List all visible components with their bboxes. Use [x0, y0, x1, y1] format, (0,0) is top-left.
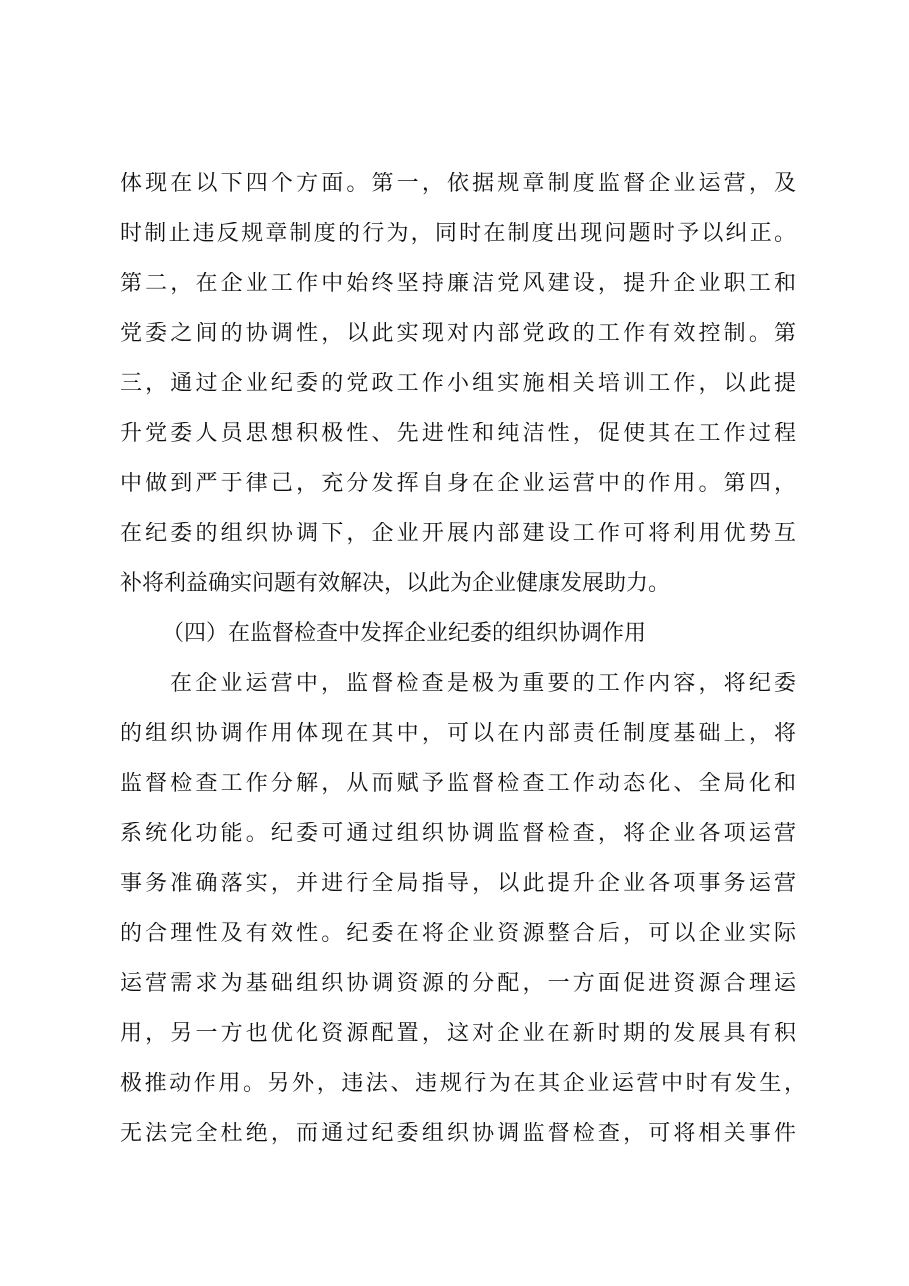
paragraph-line-4: 党委之间的协调性，以此实现对内部党政的工作有效控制。第: [120, 322, 796, 346]
paragraph-line-5: 三，通过企业纪委的党政工作小组实施相关培训工作，以此提: [120, 372, 796, 396]
paragraph-line-1: 体现在以下四个方面。第一，依据规章制度监督企业运营，及: [120, 172, 796, 196]
paragraph-line-8: 在纪委的组织协调下，企业开展内部建设工作可将利用优势互: [120, 522, 796, 546]
paragraph-line-18: 用，另一方也优化资源配置，这对企业在新时期的发展具有积: [120, 1022, 796, 1046]
paragraph-line-11: 在企业运营中，监督检查是极为重要的工作内容，将纪委: [170, 672, 796, 696]
paragraph-line-15: 事务准确落实，并进行全局指导，以此提升企业各项事务运营: [120, 872, 796, 896]
paragraph-line-9: 补将利益确实问题有效解决，以此为企业健康发展助力。: [120, 571, 671, 596]
paragraph-line-7: 中做到严于律己，充分发挥自身在企业运营中的作用。第四，: [120, 472, 796, 496]
paragraph-line-3: 第二，在企业工作中始终坚持廉洁党风建设，提升企业职工和: [120, 272, 796, 296]
paragraph-line-19: 极推动作用。另外，违法、违规行为在其企业运营中时有发生，: [120, 1072, 806, 1096]
paragraph-line-2: 时制止违反规章制度的行为，同时在制度出现问题时予以纠正。: [120, 222, 796, 246]
paragraph-line-12: 的组织协调作用体现在其中，可以在内部责任制度基础上，将: [120, 722, 796, 746]
paragraph-line-17: 运营需求为基础组织协调资源的分配，一方面促进资源合理运: [120, 972, 796, 996]
paragraph-line-6: 升党委人员思想积极性、先进性和纯洁性，促使其在工作过程: [120, 422, 796, 446]
section-heading: （四）在监督检查中发挥企业纪委的组织协调作用: [162, 621, 647, 646]
paragraph-line-16: 的合理性及有效性。纪委在将企业资源整合后，可以企业实际: [120, 922, 796, 946]
paragraph-line-14: 系统化功能。纪委可通过组织协调监督检查，将企业各项运营: [120, 822, 796, 846]
paragraph-line-13: 监督检查工作分解，从而赋予监督检查工作动态化、全局化和: [120, 772, 796, 796]
paragraph-line-20: 无法完全杜绝，而通过纪委组织协调监督检查，可将相关事件: [120, 1122, 796, 1146]
